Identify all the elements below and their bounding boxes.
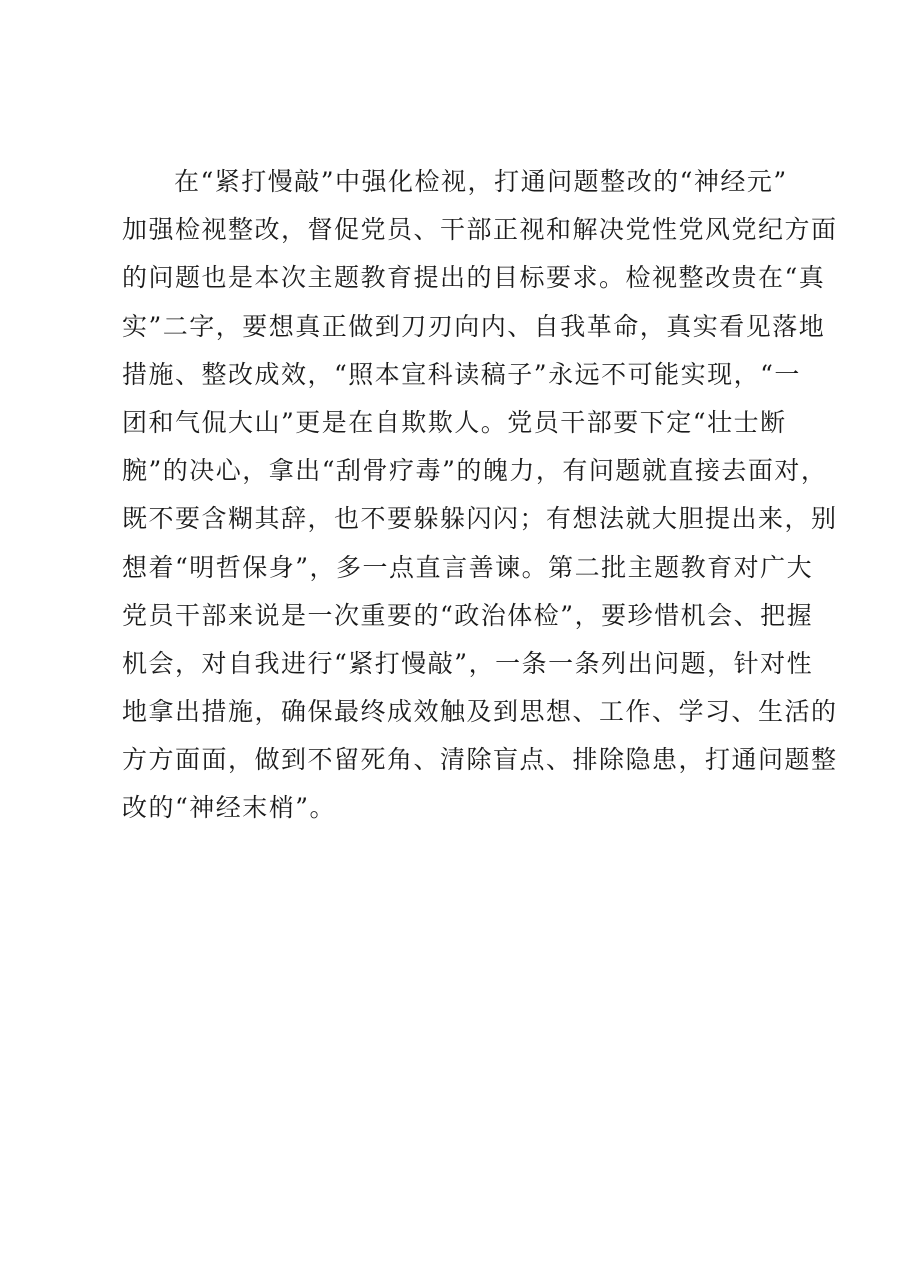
paragraph-line: 在“紧打慢敲”中强化检视，打通问题整改的“神经元” (174, 167, 788, 196)
paragraph-line: 腕”的决心，拿出“刮骨疗毒”的魄力，有问题就直接去面对， (122, 456, 828, 486)
paragraph-line: 措施、整改成效，“照本宣科读稿子”永远不可能实现，“一 (122, 359, 801, 389)
paragraph-line: 既不要含糊其辞，也不要躲躲闪闪；有想法就大胆提出来，别 (122, 504, 838, 534)
paragraph-line: 机会，对自我进行“紧打慢敲”，一条一条列出问题，针对性 (122, 648, 814, 678)
body-paragraph (122, 158, 838, 833)
paragraph-line: 加强检视整改，督促党员、干部正视和解决党性党风党纪方面 (122, 215, 838, 245)
paragraph-line: 的问题也是本次主题教育提出的目标要求。检视整改贵在“真 (122, 263, 826, 293)
paragraph-line: 党员干部来说是一次重要的“政治体检”，要珍惜机会、把握 (122, 600, 814, 630)
paragraph-line: 改的“神经末梢”。 (122, 793, 337, 823)
paragraph-line: 想着“明哲保身”，多一点直言善谏。第二批主题教育对广大 (122, 552, 814, 582)
paragraph-line: 团和气侃大山”更是在自欺欺人。党员干部要下定“壮士断 (122, 407, 787, 437)
paragraph-line: 实”二字，要想真正做到刀刃向内、自我革命，真实看见落地 (122, 311, 826, 341)
paragraph-line: 地拿出措施，确保最终成效触及到思想、工作、学习、生活的 (122, 697, 838, 727)
paragraph-line: 方方面面，做到不留死角、清除盲点、排除隐患，打通问题整 (122, 745, 838, 775)
